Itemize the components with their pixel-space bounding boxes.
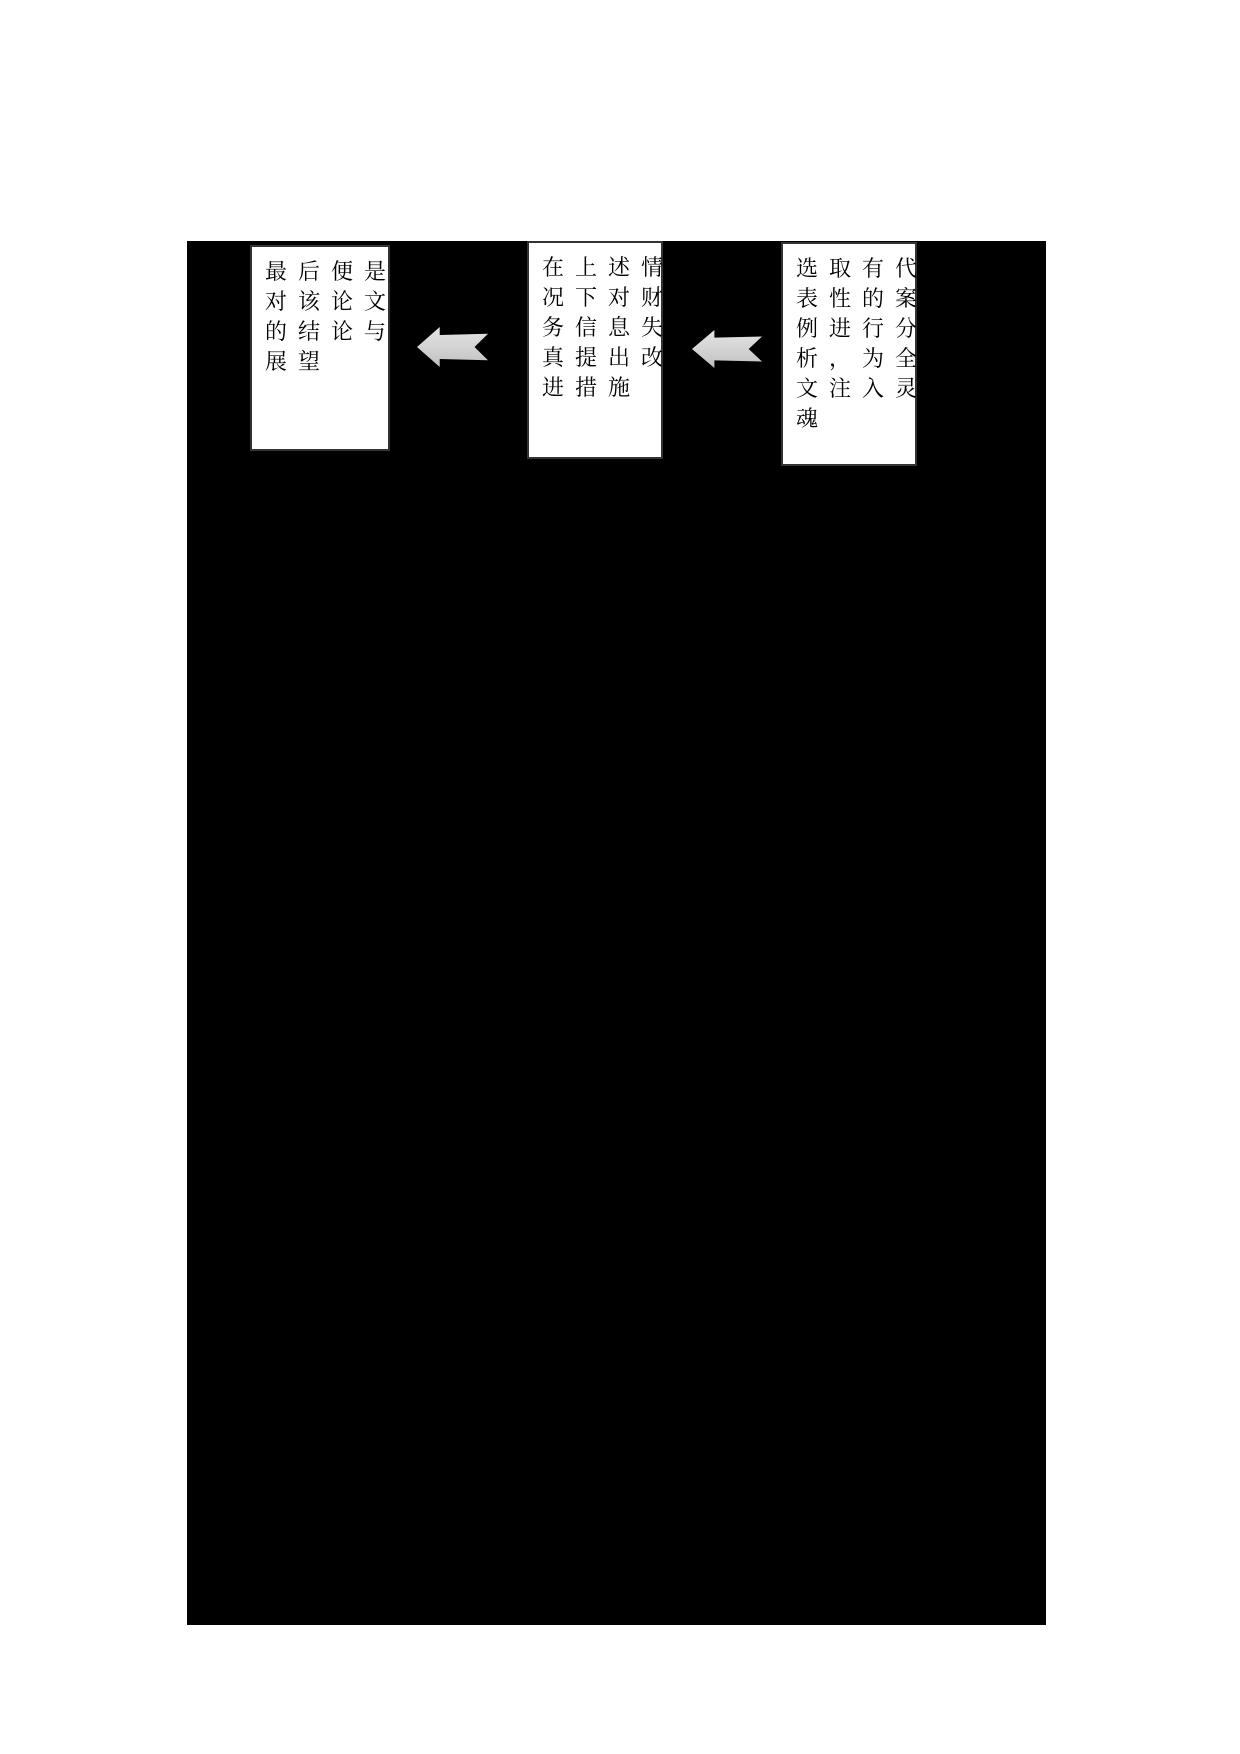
flow-step-text xyxy=(529,243,675,404)
flowchart-figure xyxy=(187,241,1046,1625)
text-line: 展望 xyxy=(265,350,332,375)
text-line: 最后便是 xyxy=(265,260,398,285)
left-arrow-icon xyxy=(417,327,488,367)
text-line: 对该论文 xyxy=(265,290,398,315)
flow-step-improvement-measures xyxy=(527,241,675,459)
text-line: 况下对财 xyxy=(542,286,675,311)
flow-step-text xyxy=(252,247,398,378)
text-line: 务信息失 xyxy=(542,316,675,341)
flow-step-conclusion-outlook xyxy=(250,245,398,451)
text-line: 例进行分 xyxy=(796,317,929,342)
left-arrow-icon xyxy=(692,330,762,368)
text-line: 魂 xyxy=(796,407,830,432)
text-line: 在上述情 xyxy=(542,256,675,281)
text-line: 的结论与 xyxy=(265,320,398,345)
text-line: 真提出改 xyxy=(542,346,675,371)
text-line: 表性的案 xyxy=(796,287,929,312)
flow-step-case-analysis xyxy=(781,242,929,466)
text-line: 选取有代 xyxy=(796,257,929,282)
flow-step-text xyxy=(783,244,929,435)
text-line: 文注入灵 xyxy=(796,377,929,402)
text-line: 析，为全 xyxy=(796,347,929,372)
text-line: 进措施 xyxy=(542,376,642,401)
